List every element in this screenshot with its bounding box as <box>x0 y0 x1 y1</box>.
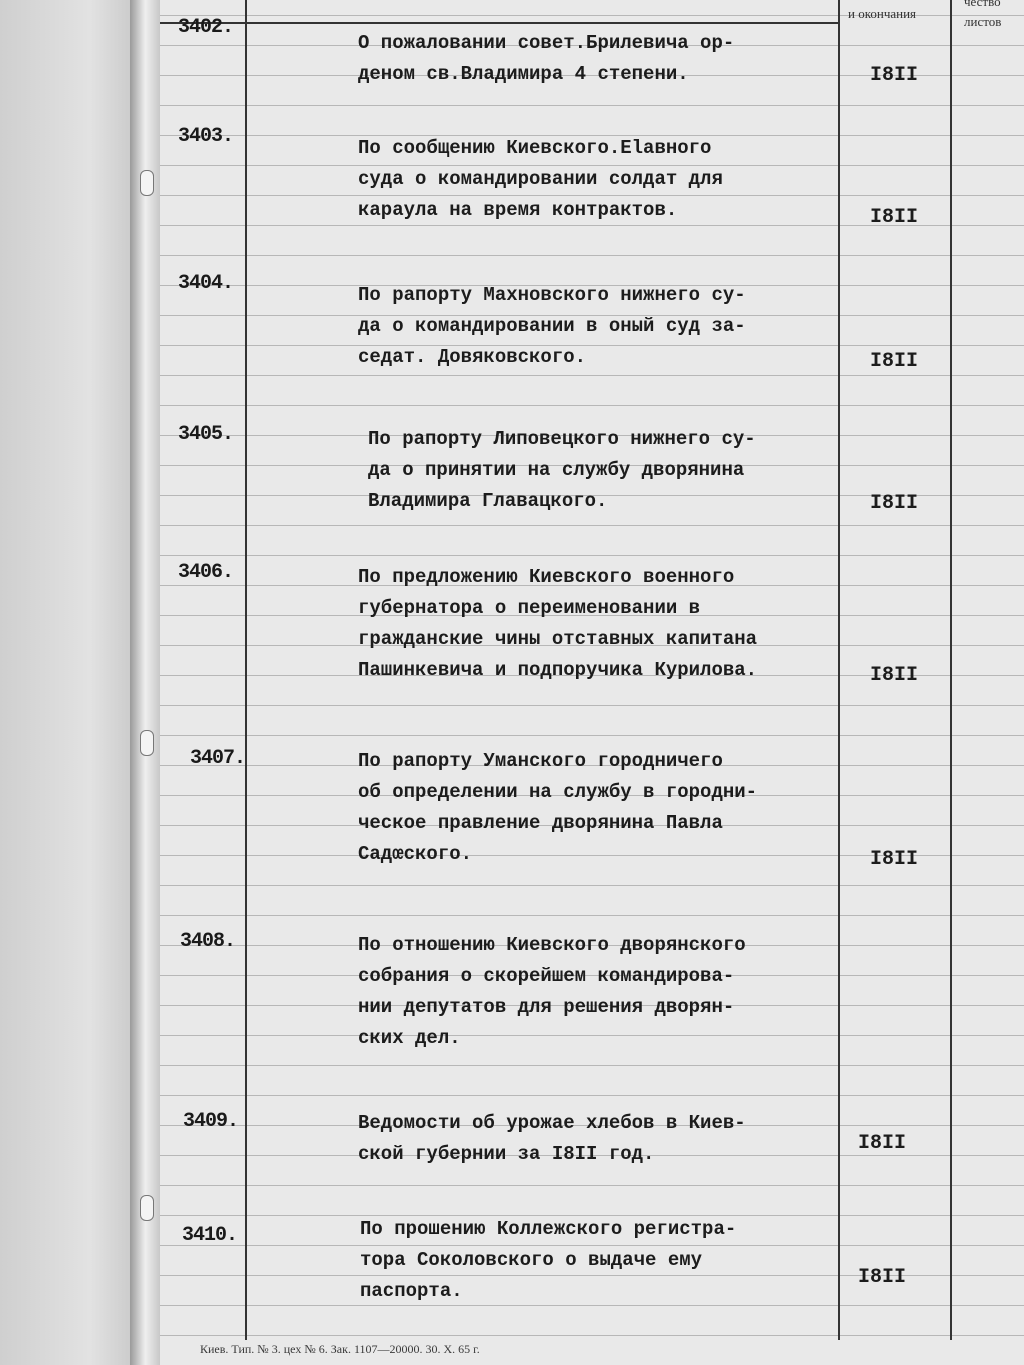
entry-text: По рапорту Липовецкого нижнего су- да о принятии на службу дворянина Владимира Главацкого. <box>368 428 756 512</box>
column-divider-number <box>245 0 247 1340</box>
entry-year: I8II <box>858 1266 907 1289</box>
entry-number: 3403. <box>178 125 234 148</box>
column-header-dates: и окончания <box>848 6 917 21</box>
entry-year: I8II <box>870 664 919 687</box>
left-binder-sheet <box>0 0 150 1365</box>
entry-number: 3409. <box>183 1110 239 1133</box>
entry-text: По сообщению Киевского.Elавного суда о командировании солдат для караула на время контрактов. <box>358 137 723 221</box>
entry-number: 3405. <box>178 423 234 446</box>
entry-year: I8II <box>870 64 919 87</box>
entry-year: I8II <box>870 848 919 871</box>
entry-year: I8II <box>870 350 919 373</box>
column-divider-dates <box>950 0 952 1340</box>
entry-number: 3404. <box>178 272 234 295</box>
entry-text: По отношению Киевского дворянского собрания о скорейшем командирова- нии депутатов для решения дворян- ских дел. <box>358 934 746 1049</box>
binder-hole <box>140 170 154 196</box>
entry-number: 3406. <box>178 561 234 584</box>
printer-imprint: Киев. Тип. № 3. цех № 6. Зак. 1107—20000. 30. X. 65 г. <box>200 1342 480 1356</box>
binder-hole <box>140 730 154 756</box>
header-rule <box>160 22 840 24</box>
entry-year: I8II <box>858 1132 907 1155</box>
column-header-count-top: чество <box>964 0 1001 9</box>
entry-year: I8II <box>870 206 919 229</box>
binder-hole <box>140 1195 154 1221</box>
entry-text: По рапорту Махновского нижнего су- да о командировании в оный суд за- седат. Довяковского. <box>358 284 746 368</box>
entry-text: По предложению Киевского военного губернатора о переименовании в гражданские чины отставных капитана Пашинкевича и подпоручика Курилова. <box>358 566 758 681</box>
entry-year: I8II <box>870 492 919 515</box>
entry-text: О пожаловании совет.Брилевича ор- деном св.Владимира 4 степени. <box>358 32 735 85</box>
entry-text: По прошению Коллежского регистра- тора Соколовского о выдаче ему паспорта. <box>360 1218 737 1302</box>
entry-number: 3407. <box>190 747 246 770</box>
entry-text: По рапорту Уманского городничего об определении на службу в городни- ческое правление дворянина Павла Садœского. <box>358 750 758 865</box>
entry-number: 3408. <box>180 930 236 953</box>
entry-text: Ведомости об урожае хлебов в Киев- ской губернии за I8II год. <box>358 1112 746 1165</box>
entry-number: 3402. <box>178 16 234 39</box>
binder-spine <box>130 0 164 1365</box>
column-header-count-bottom: листов <box>964 14 1002 29</box>
entry-number: 3410. <box>182 1224 238 1247</box>
